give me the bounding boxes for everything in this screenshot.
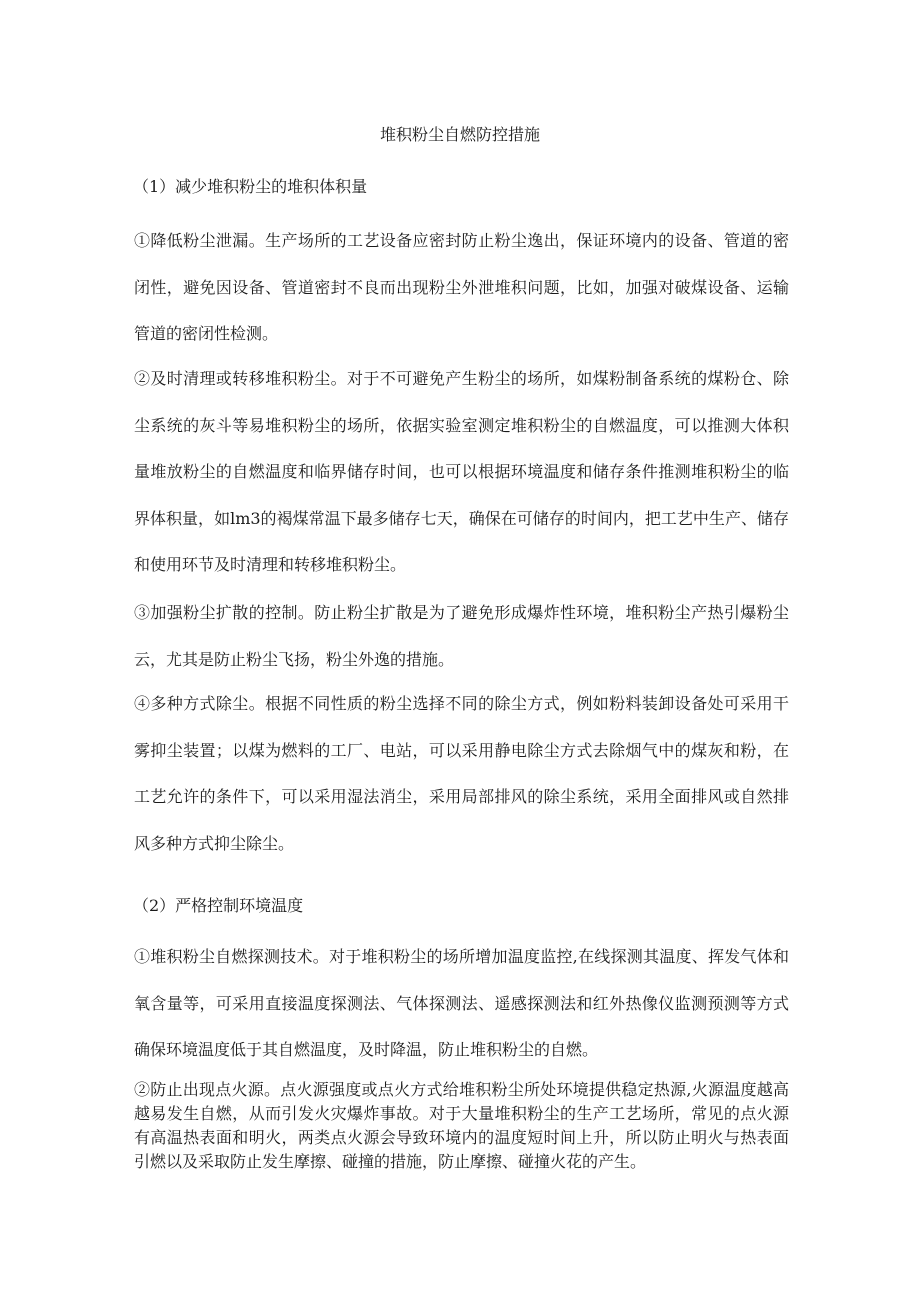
- paragraph-clean-transfer: ②及时清理或转移堆积粉尘。对于不可避免产生粉尘的场所，如煤粉制备系统的煤粉仓、除尘系统的灰斗等易堆积粉尘的场所，依据实验室测定堆积粉尘的自燃温度，可以推测大体积量堆放粉尘的自燃温度和临界储存时间，也可以根据环境温度和储存条件推测堆积粉尘的临界体积量，如lm3的褐煤常温下最多储存七天，确保在可储存的时间内，把工艺中生产、储存和使用环节及时清理和转移堆积粉尘。: [134, 369, 789, 574]
- paragraph-diffusion-control: ③加强粉尘扩散的控制。防止粉尘扩散是为了避免形成爆炸性环境，堆积粉尘产热引爆粉尘云，尤其是防止粉尘飞扬，粉尘外逸的措施。: [134, 603, 789, 669]
- paragraph-detection-technology: ①堆积粉尘自燃探测技术。对于堆积粉尘的场所增加温度监控,在线探测其温度、挥发气体和氧含量等，可采用直接温度探测法、气体探测法、遥感探测法和红外热像仪监测预测等方式确保环境温度低于其自燃温度，及时降温，防止堆积粉尘的自燃。: [134, 947, 789, 1059]
- paragraph-dust-removal: ④多种方式除尘。根据不同性质的粉尘选择不同的除尘方式，例如粉料装卸设备处可采用干雾抑尘装置；以煤为燃料的工厂、电站，可以采用静电除尘方式去除烟气中的煤灰和粉，在工艺允许的条件下，可以采用湿法消尘，采用局部排风的除尘系统，采用全面排风或自然排风多种方式抑尘除尘。: [134, 694, 789, 853]
- document-title: 堆积粉尘自燃防控措施: [379, 125, 540, 144]
- section-heading-1: （1）减少堆积粉尘的堆积体积量: [133, 177, 368, 196]
- paragraph-reduce-leakage: ①降低粉尘泄漏。生产场所的工艺设备应密封防止粉尘逸出，保证环境内的设备、管道的密闭性，避免因设备、管道密封不良而出现粉尘外泄堆积问题，比如，加强对破煤设备、运输管道的密闭性检测。: [134, 231, 789, 343]
- section-heading-2: （2）严格控制环境温度: [133, 896, 304, 915]
- paragraph-ignition-source: ②防止出现点火源。点火源强度或点火方式给堆积粉尘所处环境提供稳定热源,火源温度越高越易发生自燃，从而引发火灾爆炸事故。对于大量堆积粉尘的生产工艺场所，常见的点火源有高温热表面和明火，两类点火源会导致环境内的温度短时间上升，所以防止明火与热表面引燃以及采取防止发生摩擦、碰撞的措施，防止摩擦、碰撞火花的产生。: [134, 1080, 789, 1171]
